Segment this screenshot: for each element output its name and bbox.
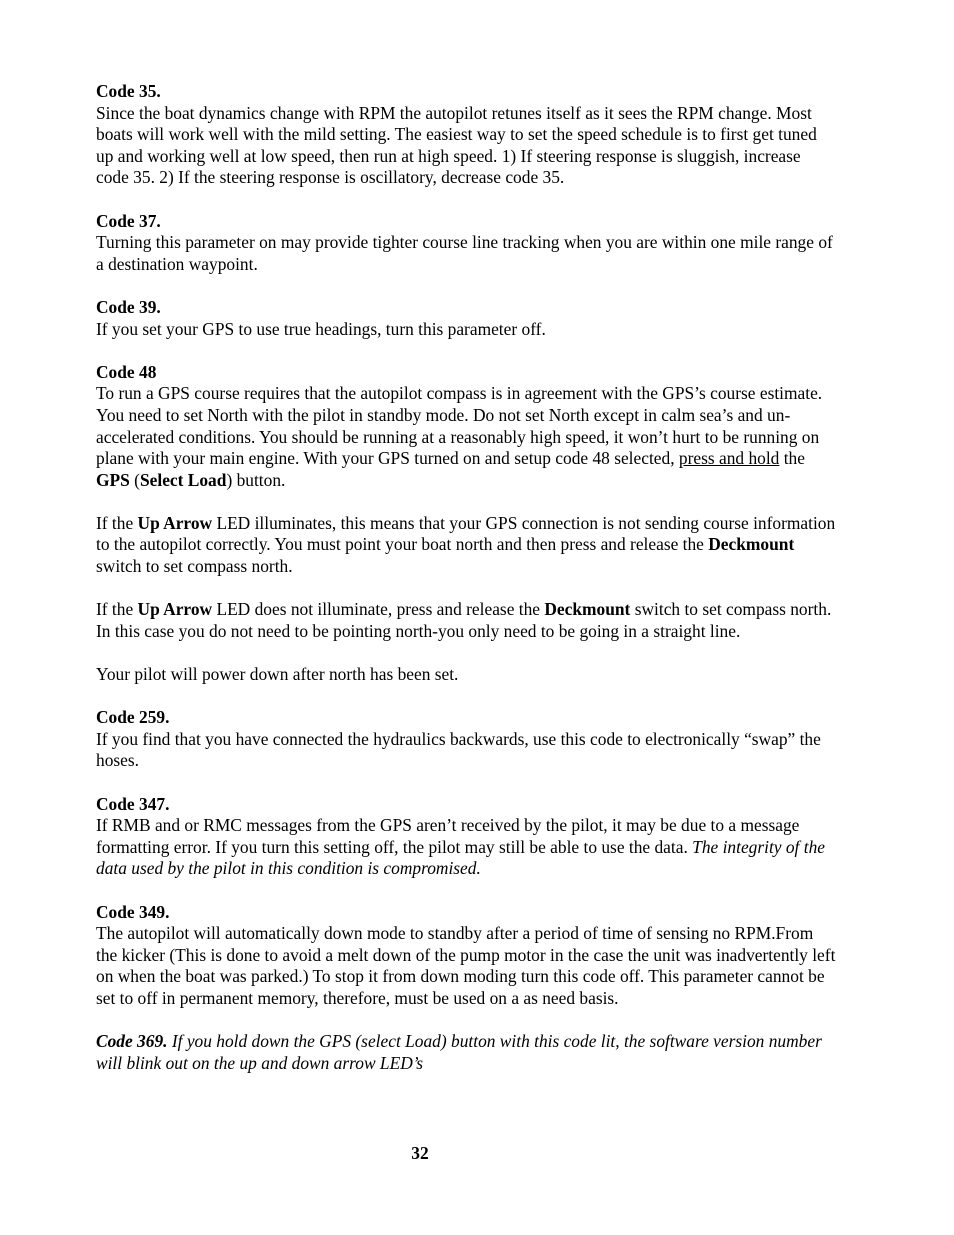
section-text: If you set your GPS to use true headings, turn this parameter off. — [96, 318, 546, 339]
bold-text: Deckmount — [708, 534, 795, 555]
bold-text: Up Arrow — [137, 512, 213, 533]
paragraph-set-north — [96, 383, 836, 491]
text-run: LED illuminates, this means that your GPS connection is not sending course information to the autopilot correctly. You must point your boat north and then press and release the — [96, 512, 836, 555]
section-heading: Code 35. — [96, 81, 161, 101]
section-text: If you find that you have connected the hydraulics backwards, use this code to electronically “swap” the hoses. — [96, 728, 821, 771]
text-run: If the — [96, 599, 138, 620]
text-run: the — [779, 448, 805, 469]
paragraph-led-not-illuminated — [96, 599, 836, 642]
page-number: 32 — [411, 1143, 429, 1163]
bold-text: Select Load — [139, 469, 227, 490]
text-run: ( — [129, 469, 140, 490]
paragraph-led-illuminates — [96, 513, 836, 578]
bold-text: Deckmount — [544, 599, 631, 620]
section-heading: Code 369. — [96, 1031, 168, 1052]
section-heading: Code 259. — [96, 707, 170, 728]
text-run: To run a GPS course requires that the autopilot compass is in agreement with the GPS’s course estimate. You need to set North with the pilot in standby mode. Do not set North except in calm sea’s and un-accelerated conditions. You should be running at a reasonably high speed, it won’t hurt to be running on plane with your main engine. With your GPS turned on and setup code 48 selected, — [96, 383, 823, 469]
section-text: If RMB and or RMC messages from the GPS aren’t received by the pilot, it may be due to a message formatting error. If you turn this setting off, the pilot may still be able to use the data. — [96, 815, 800, 857]
document-body — [96, 81, 836, 1096]
text-run: switch to set compass north. In this case you do not need to be pointing north-you only need to be going in a straight line. — [96, 599, 832, 641]
bold-text: Up Arrow — [137, 599, 213, 620]
section-heading: Code 39. — [96, 296, 161, 317]
bold-text: GPS — [96, 469, 130, 490]
section-heading: Code 347. — [96, 793, 170, 814]
underlined-text: press and hold — [678, 448, 780, 469]
section-heading: Code 349. — [96, 901, 170, 922]
section-code-39 — [96, 297, 836, 340]
section-heading: Code 37. — [96, 210, 161, 231]
section-code-349 — [96, 902, 836, 1010]
section-text: Since the boat dynamics change with RPM the autopilot retunes itself as it sees the RPM change. Most boats will work well with the mild setting. The easiest way to set the speed schedule is to first get tuned up and working well at low speed, then run at high speed. 1) If steering response is sluggish, increase code 35. 2) If the steering response is oscillatory, decrease code 35. — [96, 102, 817, 188]
paragraph-power-down: Your pilot will power down after north has been set. — [96, 664, 459, 685]
section-code-347 — [96, 794, 836, 880]
section-text: If you hold down the GPS (select Load) button with this code lit, the software version number will blink out on the up and down arrow LED’s — [96, 1031, 822, 1073]
section-code-37 — [96, 211, 836, 276]
section-code-48 — [96, 362, 836, 686]
italic-warning: The integrity of the data used by the pilot in this condition is compromised. — [96, 836, 825, 879]
section-code-369 — [96, 1031, 836, 1074]
text-run: If the — [96, 512, 138, 533]
text-run: ) button. — [226, 469, 286, 490]
section-code-259 — [96, 707, 836, 772]
section-heading: Code 48 — [96, 361, 157, 382]
section-text: Turning this parameter on may provide tighter course line tracking when you are within one mile range of a destination waypoint. — [96, 232, 833, 274]
section-code-35 — [96, 81, 836, 189]
text-run: LED does not illuminate, press and release the — [212, 599, 545, 620]
text-run: switch to set compass north. — [96, 556, 293, 577]
section-text: The autopilot will automatically down mode to standby after a period of time of sensing no RPM.From the kicker (This is done to avoid a melt down of the pump motor in the case the unit was inadvertently left on when the boat was parked.) To stop it from down moding turn this code off. This parameter cannot be set to off in permanent memory, therefore, must be used on a as need basis. — [96, 923, 836, 1008]
